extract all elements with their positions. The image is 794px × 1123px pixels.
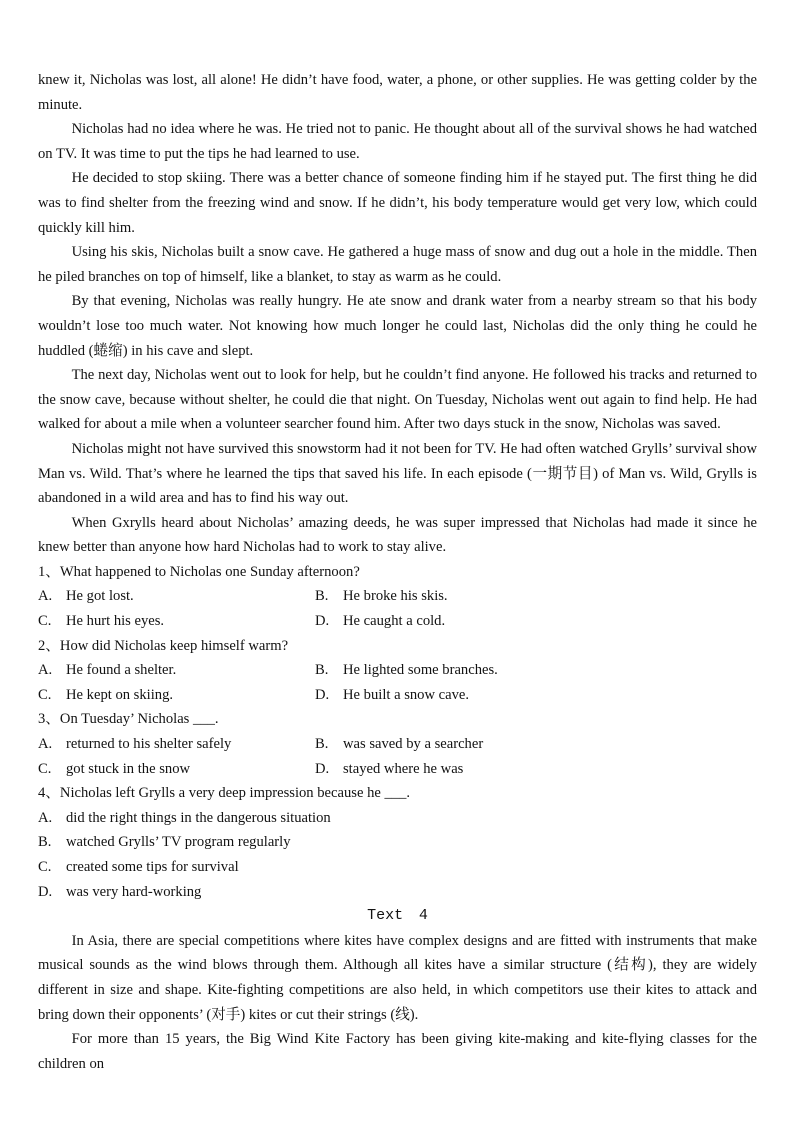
question-block-1 — [38, 560, 757, 634]
section-heading: Text 4 — [367, 907, 428, 925]
option-B — [38, 830, 291, 855]
option-D — [38, 880, 201, 905]
option-A — [38, 658, 315, 683]
option-text: He built a snow cave. — [343, 686, 470, 703]
option-text: He got lost. — [66, 588, 134, 605]
story-paragraph: For more than 15 years, the Big Wind Kite Factory has been giving kite-making and kite-flying classes for the children on — [38, 1031, 757, 1072]
option-text: created some tips for survival — [66, 859, 239, 875]
option-letter: C. — [38, 760, 52, 777]
question-prompt — [38, 707, 757, 732]
question-block-2 — [38, 634, 757, 708]
question-block-3 — [38, 707, 757, 781]
option-row — [38, 732, 757, 757]
option-C — [38, 609, 315, 634]
option-text: He kept on skiing. — [66, 686, 174, 703]
option-letter: D. — [315, 686, 330, 703]
option-letter: D. — [315, 760, 330, 777]
option-row — [38, 683, 757, 708]
option-text: watched Grylls’ TV program regularly — [66, 834, 291, 851]
question-text: Nicholas left Grylls a very deep impression because he ___. — [59, 785, 411, 802]
option-C — [38, 757, 315, 782]
option-B — [315, 732, 483, 757]
option-A — [38, 732, 315, 757]
option-D — [315, 683, 469, 708]
question-number: 3、 — [38, 711, 60, 728]
option-letter: D. — [315, 613, 330, 630]
story-paragraph: When Gxrylls heard about Nicholas’ amazing deeds, he was super impressed that Nicholas had made it since he knew better than anyone how hard Nicholas had to work to stay alive. — [38, 514, 757, 556]
story-paragraph: Nicholas had no idea where he was. He tried not to panic. He thought about all of the survival shows he had watched on TV. It was time to put the tips he had learned to use. — [38, 121, 757, 162]
option-text: got stuck in the snow — [66, 760, 191, 777]
question-text: On Tuesday’ Nicholas ___. — [59, 711, 219, 728]
option-text: returned to his shelter safely — [66, 736, 232, 753]
option-letter: B. — [315, 736, 329, 753]
question-prompt — [38, 781, 757, 806]
option-letter: B. — [38, 834, 52, 851]
option-row — [38, 757, 757, 782]
option-letter: A. — [38, 588, 53, 605]
option-B — [315, 584, 448, 609]
option-letter: C. — [38, 613, 52, 630]
question-number: 4、 — [38, 785, 60, 802]
reading-passage — [38, 68, 757, 560]
story-paragraph: By that evening, Nicholas was really hungry. He ate snow and drank water from a nearby stream so that his body wouldn’t lose too much water. Not knowing how much longer he could last, Nicholas did the only thing he could he huddled (蜷缩) in his cave and slept. — [38, 293, 757, 359]
option-row — [38, 855, 757, 880]
question-number: 2、 — [38, 637, 60, 654]
option-row — [38, 806, 757, 831]
option-letter: D. — [38, 883, 53, 900]
story-paragraph: Using his skis, Nicholas built a snow cave. He gathered a huge mass of snow and dug out a hole in the middle. Then he piled branches on top of himself, like a blanket, to stay as warm as he could. — [38, 244, 757, 285]
option-row — [38, 609, 757, 634]
story-paragraph: In Asia, there are special competitions where kites have complex designs and are fitted with instruments that make musical sounds as the wind blows through them. Although all kites have a similar structure (结构), they are widely different in size and shape. Kite-fighting competitions are also held, in which competitors use their kites to attack and bring down their opponents’ (对手) kites or cut their strings (线). — [38, 932, 757, 1023]
option-D — [315, 757, 463, 782]
option-row — [38, 880, 757, 905]
option-text: He broke his skis. — [343, 588, 448, 605]
option-letter: B. — [315, 588, 329, 605]
option-A — [38, 584, 315, 609]
story-paragraph: He decided to stop skiing. There was a better chance of someone finding him if he stayed put. The first thing he did was to find shelter from the freezing wind and snow. If he didn’t, his body temperature would get very low, which could quickly kill him. — [38, 170, 757, 236]
option-C — [38, 683, 315, 708]
question-text: How did Nicholas keep himself warm? — [59, 637, 289, 654]
option-text: He found a shelter. — [66, 662, 177, 679]
option-row — [38, 584, 757, 609]
option-text: He caught a cold. — [343, 613, 446, 630]
text4-section — [38, 904, 757, 1076]
option-letter: A. — [38, 662, 53, 679]
questions-section — [38, 560, 757, 904]
story-paragraph: knew it, Nicholas was lost, all alone! He didn’t have food, water, a phone, or other supplies. He was getting colder by the minute. — [38, 72, 757, 113]
option-text: was saved by a searcher — [343, 736, 484, 753]
option-D — [315, 609, 445, 634]
option-text: stayed where he was — [343, 760, 464, 777]
question-block-4 — [38, 781, 757, 904]
option-letter: C. — [38, 859, 52, 875]
story-paragraph: The next day, Nicholas went out to look for help, but he couldn’t find anyone. He followed his tracks and returned to the snow cave, because without shelter, he could die that night. On Tuesday, Nicholas went out again to find help. He had walked for about a mile when a volunteer searcher found him. After two days stuck in the snow, Nicholas was saved. — [38, 367, 757, 433]
option-text: He lighted some branches. — [343, 662, 498, 679]
option-text: He hurt his eyes. — [66, 613, 165, 630]
option-row — [38, 830, 757, 855]
option-text: was very hard-working — [66, 883, 202, 900]
option-letter: A. — [38, 809, 53, 826]
question-prompt — [38, 634, 757, 659]
option-B — [315, 658, 498, 683]
option-row — [38, 658, 757, 683]
story-paragraph: Nicholas might not have survived this snowstorm had it not been for TV. He had often watched Grylls’ survival show Man vs. Wild. That’s where he learned the tips that saved his life. In each episode (一期节目) of Man vs. Wild, Grylls is abandoned in a wild area and has to find his way out. — [38, 440, 757, 507]
option-text: did the right things in the dangerous situation — [66, 809, 331, 826]
option-A — [38, 806, 331, 831]
option-letter: B. — [315, 662, 329, 679]
question-number: 1、 — [38, 563, 60, 580]
option-letter: C. — [38, 686, 52, 703]
question-text: What happened to Nicholas one Sunday afternoon? — [59, 563, 360, 580]
question-prompt — [38, 560, 757, 585]
option-C — [38, 855, 239, 880]
option-letter: A. — [38, 736, 53, 753]
